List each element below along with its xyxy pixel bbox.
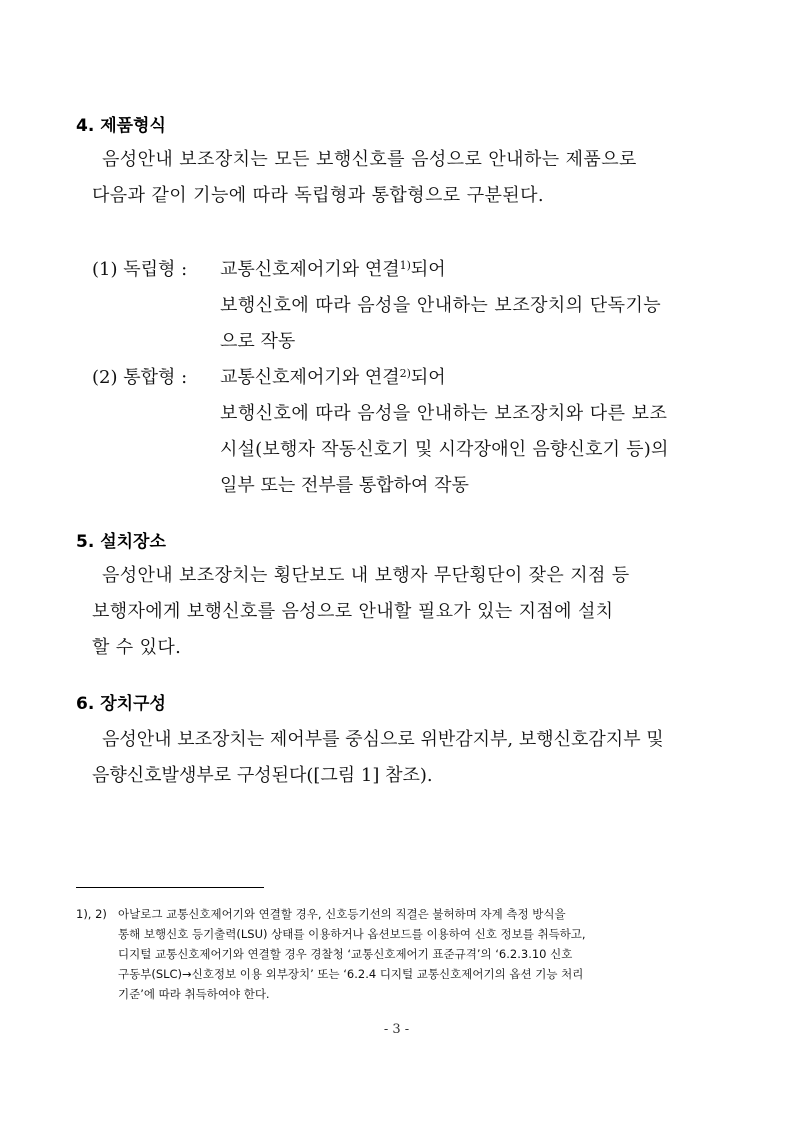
paragraph-line: 음성안내 보조장치는 제어부를 중심으로 위반감지부, 보행신호감지부 및 [102,729,664,750]
footnote-line: 아날로그 교통신호제어기와 연결할 경우, 신호등기선의 직결은 불허하며 자계 측정 방식을 [118,907,566,921]
footnote-line: 기준’에 따라 취득하여야 한다. [118,987,270,1001]
footnote-line: 통해 보행신호 등기출력(LSU) 상태를 이용하거나 옵션보드를 이용하여 신호 정보를 취득하고, [118,927,586,941]
list-item-line: 보행신호에 따라 음성을 안내하는 보조장치와 다른 보조 [220,403,668,424]
footnote-line: 디지털 교통신호제어기와 연결할 경우 경찰청 ‘교통신호제어기 표준규격’의 ‘6.2.3.10 신호 [118,947,573,961]
footnote-separator [76,887,264,888]
section-heading-device-composition: 6. 장치구성 [76,694,166,714]
list-item-line: 일부 또는 전부를 통합하여 작동 [220,475,469,496]
footnote-marker: 1), 2) [76,907,107,921]
list-item-line: 시설(보행자 작동신호기 및 시각장애인 음향신호기 등)의 [220,439,669,460]
page-number: - 3 - [383,1022,410,1037]
footnote-ref: 2) [399,367,411,380]
paragraph-line: 음향신호발생부로 구성된다([그림 1] 참조). [92,765,433,786]
section-paragraph [92,722,664,794]
section-heading-product-type: 4. 제품형식 [76,116,166,136]
list-item-line: 보행신호에 따라 음성을 안내하는 보조장치의 단독기능 [220,295,662,316]
list-item-label: (1) 독립형 : [92,259,188,280]
paragraph-line: 음성안내 보조장치는 횡단보도 내 보행자 무단횡단이 잦은 지점 등 [102,565,630,586]
section-heading-install-location: 5. 설치장소 [76,532,166,552]
list-item-first-line: 교통신호제어기와 연결$^{2)}$되어 [220,367,446,388]
section-paragraph [92,142,637,214]
list-item-body [220,360,669,504]
paragraph-line: 보행자에게 보행신호를 음성으로 안내할 필요가 있는 지점에 설치 [92,601,614,622]
paragraph-line: 다음과 같이 기능에 따라 독립형과 통합형으로 구분된다. [92,185,544,206]
list-item-first-line: 교통신호제어기와 연결$^{1)}$되어 [220,259,446,280]
footnote-body [118,904,586,1004]
paragraph-line: 할 수 있다. [92,637,182,658]
section-paragraph [92,558,630,666]
footnote-ref: 1) [399,259,411,272]
paragraph-line: 음성안내 보조장치는 모든 보행신호를 음성으로 안내하는 제품으로 [102,149,637,170]
list-item-line: 으로 작동 [220,331,296,352]
list-item-body [220,252,661,360]
list-item-label: (2) 통합형 : [92,367,188,388]
footnote-line: 구동부(SLC)→신호정보 이용 외부장치’ 또는 ‘6.2.4 디지털 교통신호제어기의 옵션 기능 처리 [118,967,584,981]
